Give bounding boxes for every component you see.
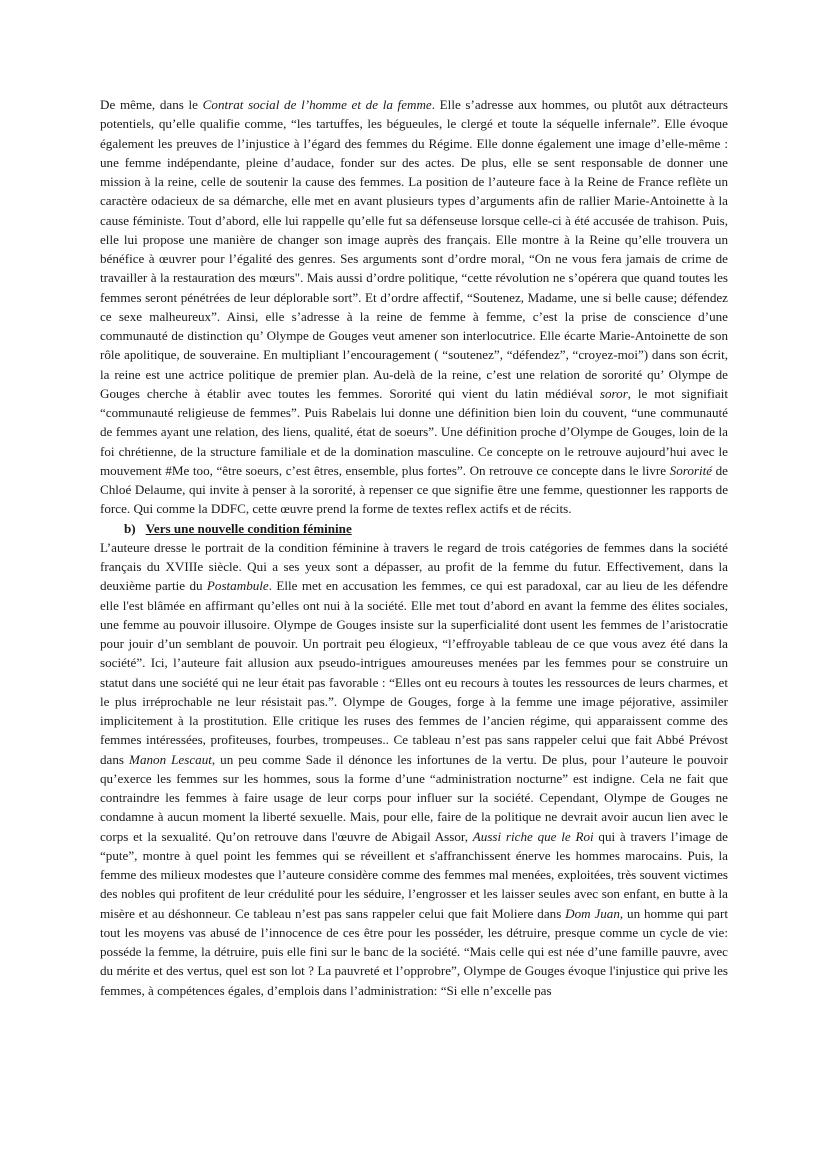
text-run: De même, dans le <box>100 97 203 112</box>
text-run: , un homme qui part tout les moyens vas abusé de l’innocence de ces être pour les posséder, les détruire, presque comme un cycle de vie: posséde la femme, la détruire, puis elle fini sur le banc de la société. “Mais celle qui est née d’une famille pauvre, avec du mérite et des vertus, quel est son lot ? La pauvreté et l’opprobre”, Olympe de Gouges évoque l'injustice qui prive les femmes, à compétences égales, d’emplois dans l’administration: “Si elle n’excelle pas <box>100 905 728 998</box>
italic-word-soror: soror <box>599 385 628 401</box>
section-title: Vers une nouvelle condition féminine <box>145 520 352 536</box>
italic-title-manon-lescaut: Manon Lescaut <box>129 751 212 767</box>
text-run: . Elle s’adresse aux hommes, ou plutôt aux détracteurs potentiels, qu’elle qualifie comme, “les tartuffes, les bégueules, le clergé et toute la séquelle infernale”. Elle évoque également les preuves de l’injustice à l’égard des femmes du Régime. Elle donne également une image d’elle-même : une femme indépendante, pleine d’audace, fonder sur des actes. De plus, elle se sent responsable de donner une mission à la reine, celle de soutenir la cause des femmes. La position de l’auteure face à la Reine de France reflète un caractère odacieux de sa démarche, elle met en avant plusieurs types d’arguments afin de rallier Marie-Antoinette à la cause féministe. Tout d’abord, elle lui rappelle qu’elle fut sa défenseuse lorsque celle-ci à été accusée de trahison. Puis, elle lui propose une manière de changer son image auprès des français. Elle montre à la Reine qu’elle trouvera un bénéfice à œuvrer pour l’égalité des genres. Ses arguments sont d’ordre moral, “On ne vous fera jamais de crime de travailler à la restauration des mœurs". Mais aussi d’ordre politique, “cette révolution ne s’opérera que quand toutes les femmes seront pénétrées de leur déplorable sort”. Et d’ordre affectif, “Soutenez, Madame, une si belle cause; défendez ce sexe malheureux”. Ainsi, elle s’adresse à la reine de femme à femme, c’est la prise de conscience d’une communauté de distinction qu’ Olympe de Gouges veut amener son interlocutrice. Elle écarte Marie-Antoinette de son rôle apolitique, de souveraine. En multipliant l’encouragement ( “soutenez”, “défendez”, “croyez-moi”) dans son écrit, la reine est une actrice politique de premier plan. Au-delà de la reine, c’est une relation de sororité qu’ Olympe de Gouges cherche à établir avec toutes les femmes. Sororité qui vient du latin médiéval <box>100 97 728 401</box>
italic-title-aussi-riche: Aussi riche que le Roi <box>472 828 594 844</box>
italic-title-contrat-social: Contrat social de l’homme et de la femme <box>202 97 432 112</box>
text-run: . Elle met en accusation les femmes, ce qui est paradoxal, car au lieu de les défendre elle l'est blâmée en affirmant qu’elles ont nui à la société. Elle met tout d’abord en avant la femme des élites sociales, une femme au pouvoir illusoire. Olympe de Gouges insiste sur la superficialité dont usent les femmes de l’aristocratie pour jouir d’un semblant de pouvoir. Un portrait peu élogieux, “l’effroyable tableau de ce que vous avez été dans la société”. Ici, l’auteure fait allusion aux pseudo-intrigues amoureuses menées par les femmes pour se construire un statut dans une société qui ne leur était pas favorable : “Elles ont eu recours à toutes les ressources de leurs charmes, et le plus irréprochable ne leur résistait pas.”. Olympe de Gouges, forge à la femme une image péjorative, assimiler implicitement à la prostitution. Elle critique les ruses des femmes de l’ancien régime, qui apparaissent comme des femmes intéressées, profiteuses, fourbes, trompeuses.. Ce tableau n’est pas sans rappeler celui que fait Abbé Prévost dans <box>100 578 728 767</box>
italic-title-postambule: Postambule <box>206 578 269 594</box>
text-run: L’auteure dresse le portrait de la condition féminine à travers le regard de trois catégories de femmes dans la société français du XVIIIe siècle. Qui a ses yeux sont a dépasser, au profit de la femme du futur. Effectivement, dans la deuxième partie du <box>100 539 728 594</box>
section-heading <box>100 519 728 538</box>
text-run: de Chloé Delaume, qui invite à penser à la sororité, à repenser ce que signifie être une femme, questionner les rapports de force. Qui comme la DDFC, cette œuvre prend la forme de textes reflex actifs et de récits. <box>100 462 728 517</box>
text-run: , un peu comme Sade il dénonce les infortunes de la vertu. De plus, pour l’auteure le pouvoir qu’exerce les femmes sur les hommes, sous la forme d’une “administration nocturne” est indigne. Cela ne fait que contraindre les femmes à faire usage de leur corps pour influer sur la société. Cependant, Olympe de Gouges ne condamne à aucun moment la liberté sexuelle. Mais, pour elle, faire de la politique ne devrait avoir aucun lien avec le corps et la sexualité. Qu’on retrouve dans l'œuvre de Abigail Assor, <box>100 751 728 844</box>
section-number: b) <box>124 520 136 536</box>
text-run: qui à travers l’image de “pute”, montre à quel point les femmes qui se réveillent et s'affranchissent énerve les hommes marocains. Puis, la femme des milieux modestes que l’auteure considère comme des femmes mal menées, exploitées, très souvent victimes des nobles qui profitent de leur crédulité pour les séduire, l’engrosser et les laisser seules avec son enfant, en butte à la misère et au déshonneur. Ce tableau n’est pas sans rappeler celui que fait Moliere dans <box>100 828 728 921</box>
italic-title-dom-juan: Dom Juan <box>565 905 620 921</box>
italic-title-sororite: Sororité <box>669 462 713 478</box>
paragraph-contrat-social <box>100 95 728 519</box>
paragraph-condition-feminine <box>100 538 728 1000</box>
text-run: , le mot signifiait “communauté religieuse de femmes”. Puis Rabelais lui donne une définition bien loin du couvent, “une communauté de femmes ayant une relation, des liens, qualité, état de soeurs”. Une définition proche d’Olympe de Gouges, loin de la foi chrétienne, de la structure familiale et de la domination masculine. Ce concepte on le retrouve aujourd’hui avec le mouvement #Me too, “être soeurs, c’est êtres, ensemble, plus fortes”. On retrouve ce concepte dans le livre <box>100 385 729 478</box>
